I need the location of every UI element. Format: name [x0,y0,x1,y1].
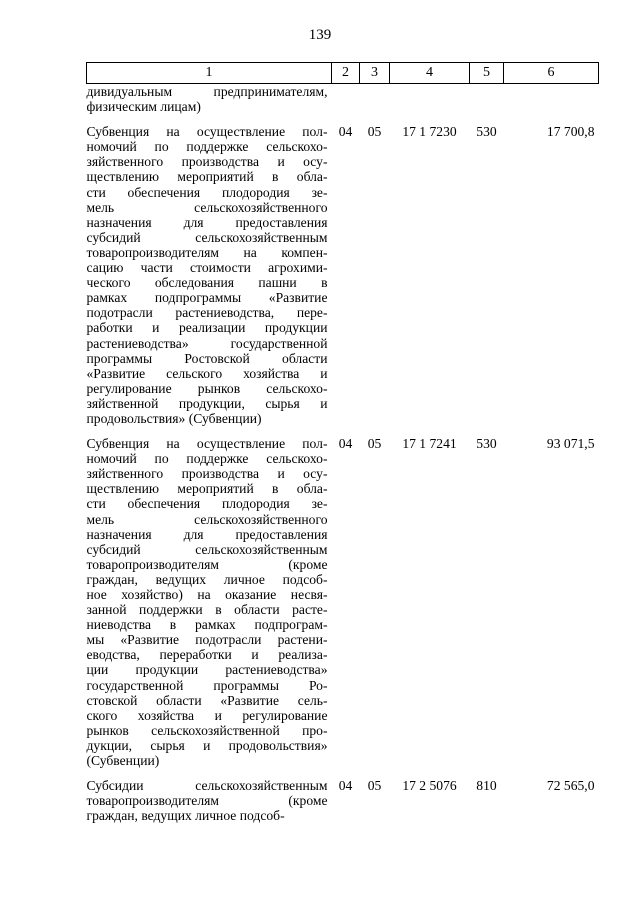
description-line: назначения для предоставления [86,214,328,230]
table-row [87,124,599,426]
row-spacer [87,768,599,778]
column-header: 3 [360,63,390,84]
description-line: Субвенция на осуществление пол- [86,124,328,140]
description-line: ческого обследования пашни в [86,275,328,291]
expense-type-cell: 530 [476,124,497,140]
description-line: подотрасли растениеводства, пере- [86,305,328,321]
description-line: регулирование рынков сельскохо- [86,380,328,396]
amount-cell: 17 700,8 [546,124,595,140]
description-line: «Развитие сельского хозяйства и [86,365,328,381]
expense-type-cell [470,84,504,115]
description-line: ществлению мероприятий в обла- [86,481,328,497]
description-line: растениеводства» государственной [86,335,328,351]
column-header: 2 [332,63,360,84]
description-line: занной поддержки в области расте- [86,602,328,618]
description-line: ского хозяйства и регулирование [86,707,328,723]
description-line: мы «Развитие подотрасли растени- [86,632,328,648]
description-line: сти обеспечения плодородия зе- [86,184,328,200]
table-row [87,778,599,823]
subsection-code-cell: 05 [367,778,382,794]
table-header-row [87,63,599,84]
description-line: работки и реализации продукции [86,320,328,336]
section-code-cell: 04 [338,778,353,794]
description-line: дивидуальным предпринимателям, [86,84,328,99]
description-line: субсидий сельскохозяйственным [86,541,328,557]
description-line: товаропроизводителям (кроме [86,793,328,809]
table-row [87,436,599,768]
section-code-cell: 04 [338,436,353,452]
description-line: стовской области «Развитие сель- [86,692,328,708]
description-cell [87,778,332,823]
description-line: номочий по поддержке сельскохо- [86,139,328,155]
description-cell [87,124,332,426]
description-line: рынков сельскохозяйственной про- [86,722,328,738]
description-line: ное хозяйство) на оказание несвя- [86,587,328,602]
description-line: граждан, ведущих личное подсоб- [86,808,285,824]
row-spacer [87,114,599,124]
column-header: 5 [470,63,504,84]
description-line: ниеводства в рамках подпрограм- [86,617,328,633]
amount-cell [504,84,599,115]
description-line: ции продукции растениеводства» [86,662,328,678]
section-code-cell [332,84,360,115]
target-article-cell: 17 1 7230 [402,124,457,140]
page-number: 139 [308,27,332,43]
budget-table [86,62,599,823]
amount-cell: 93 071,5 [546,436,595,452]
column-header: 4 [390,63,470,84]
description-cell [87,84,332,115]
expense-type-cell: 530 [476,436,497,452]
description-line: программы Ростовской области [86,350,328,366]
description-line: физическим лицам) [86,99,201,115]
description-line: (Субвенции) [86,753,160,769]
column-header: 1 [87,63,332,84]
column-header: 6 [504,63,599,84]
description-line: номочий по поддержке сельскохо- [86,451,328,467]
description-line: назначения для предоставления [86,526,328,542]
description-line: товаропроизводителям (кроме [86,556,328,572]
target-article-cell: 17 1 7241 [402,436,457,452]
description-line: граждан, ведущих личное подсоб- [86,571,328,587]
description-line: дукции, сырья и продовольствия» [86,737,328,753]
description-line: мель сельскохозяйственного [86,199,328,215]
table-row [87,84,599,115]
description-line: Субсидии сельскохозяйственным [86,778,328,794]
description-line: мель сельскохозяйственного [86,511,328,527]
description-line: зяйственного производства и осу- [86,154,328,170]
description-line: продовольствия» (Субвенции) [86,410,262,426]
description-line: субсидий сельскохозяйственным [86,229,328,245]
subsection-code-cell: 05 [367,436,382,452]
description-line: зяйственной продукции, сырья и [86,395,328,411]
description-line: Субвенция на осуществление пол- [86,436,328,452]
description-line: еводства, переработки и реализа- [86,647,328,663]
description-line: товаропроизводителям на компен- [86,244,328,260]
target-article-cell: 17 2 5076 [402,778,457,794]
description-line: зяйственного производства и осу- [86,466,328,482]
description-line: ществлению мероприятий в обла- [86,169,328,185]
section-code-cell: 04 [338,124,353,140]
row-spacer [87,426,599,436]
description-cell [87,436,332,768]
subsection-code-cell [360,84,390,115]
description-line: сти обеспечения плодородия зе- [86,496,328,512]
amount-cell: 72 565,0 [546,778,595,794]
subsection-code-cell: 05 [367,124,382,140]
expense-type-cell: 810 [476,778,497,794]
target-article-cell [390,84,470,115]
description-line: сацию части стоимости агрохими- [86,260,328,276]
description-line: государственной программы Ро- [86,677,328,693]
description-line: рамках подпрограммы «Развитие [86,290,328,306]
